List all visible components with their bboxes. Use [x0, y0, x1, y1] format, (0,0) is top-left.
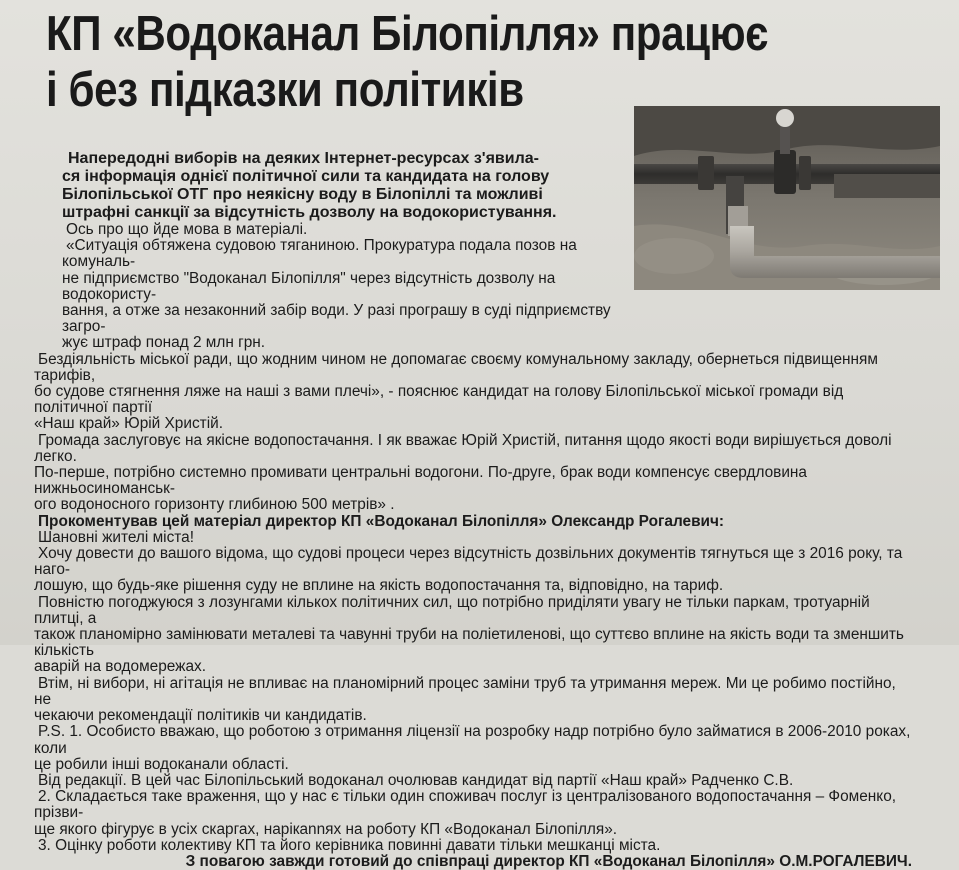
- paragraph-ps3: 3. Оцінку роботи колективу КП та його керівника повинні давати тільки мешканці міста.: [38, 836, 661, 854]
- headline-line-2: і без підказки політиків: [46, 63, 524, 117]
- paragraph-editorial: Від редакції. В цей час Білопільський водоканал очолював кандидат від партії «Наш край» Радченко С.В.: [38, 771, 794, 789]
- paragraph-greeting: Шановні жителі міста!: [38, 528, 194, 546]
- paragraph-court: Хочу довести до вашого відома, що судові процеси через відсутність дозвільних документів тягнуться ще з 2016 року, та наго- лошую, що будь-яке рішення суду не вплине на якість водопостачання та, відповідно, на тариф.: [34, 545, 903, 595]
- paragraph-comment-intro: Прокоментував цей матеріал директор КП «Водоканал Білопілля» Олександр Рогалевич:: [38, 512, 725, 530]
- article-headline: [46, 6, 803, 118]
- paragraph-pipes: Повністю погоджуюся з лозунгами кількох політичних сил, що потрібно приділяти увагу не тільки паркам, тротуарній плитці, а також планомірно замінювати металеві та чавунні труби на поліетиленові, що суттєво вплине на якість води та зменшить кількість аварій на водомережах.: [34, 593, 904, 676]
- paragraph-ps1: P.S. 1. Особисто вважаю, що роботою з отримання ліцензії на розробку надр потрібно було займатися в 2006-2010 роках, коли це робили інші водоканали області.: [34, 723, 911, 773]
- paragraph-intro: Ось про що йде мова в матеріалі.: [66, 221, 308, 238]
- article-signature: З повагою завжди готовий до співпраці директор КП «Водоканал Білопілля» О.М.РОГАЛЕВИЧ.: [185, 852, 912, 870]
- paragraph-ps2: 2. Складається таке враження, що у нас є тільки один споживач послуг із централізованого водопостачання – Фоменко, прізви- ще якого фігурує в усіх скаргах, нарікannях на роботу КП «Водоканал Білопілля».: [34, 788, 897, 838]
- article-lead: Напередодні виборів на деяких Інтернет-ресурсах з'явила- ся інформація однієї політичної сили та кандидата на голову Білопільської ОТГ про неякісну воду в Білопіллі та можливі штрафні санкції за відсутність дозволу на водокористування.: [62, 150, 557, 221]
- paragraph-quote-3: Громада заслуговує на якісне водопостачання. І як вважає Юрій Христій, питання щодо якості води вирішується доволі легко. По-перше, потрібно системно промивати центральні водогони. По-друге, брак води компенсує свердловина нижньосиноманськ- ого водоносного горизонту глибиною 500 метрів» .: [34, 431, 892, 514]
- paragraph-quote-2: Бездіяльність міської ради, що жодним чином не допомагає своєму комунальному закладу, обернеться підвищенням тарифів, бо судове стягнення ляже на наші з вами плечі», - пояснює кандидат на голову Білопільської міської громади від політичної партії «Наш край» Юрій Христій.: [34, 350, 878, 433]
- paragraph-quote-1: «Ситуація обтяжена судовою тяганиною. Прокуратура подала позов на комуналь- не підприємство "Водоканал Білопілля" через відсутність дозволу на водокористу- вання, а отже за незаконний забір води. У разі програшу в суді підприємству загро- жує штраф понад 2 млн грн.: [62, 237, 611, 352]
- article-body: [34, 150, 942, 870]
- headline-line-1: КП «Водоканал Білопілля» працює: [46, 7, 769, 61]
- paragraph-elections: Втім, ні вибори, ні агітація не впливає на планомірний процес заміни труб та утримання мереж. Ми це робимо постійно, не чекаючи рекомендації політиків чи кандидатів.: [34, 674, 896, 725]
